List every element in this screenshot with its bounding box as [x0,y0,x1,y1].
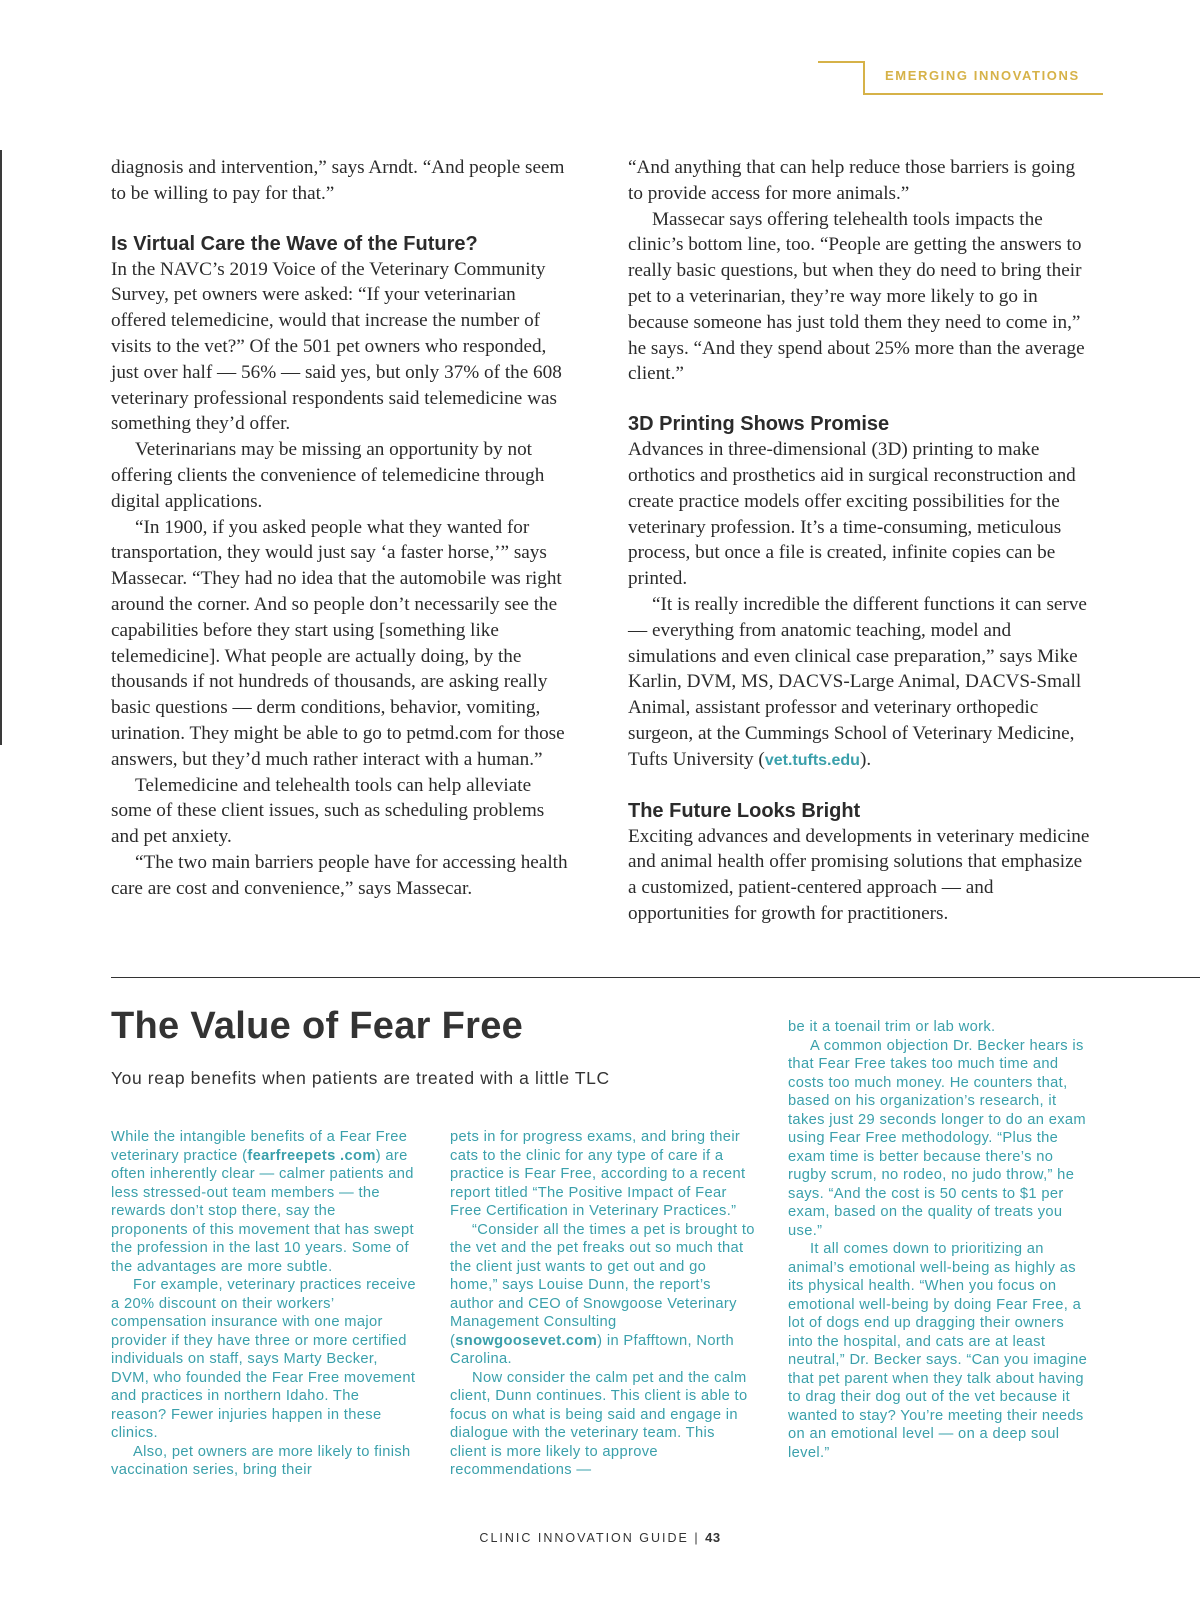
paragraph [450,1221,755,1369]
paragraph: A common objection Dr. Becker hears is that Fear Free takes too much time and costs too much money. He counters that, based on his organization’s research, it takes just 29 seconds longer to do an exam using Fear Free methodology. “Plus the exam time is better because there’s no rugby scrum, no rodeo, no judo throw,” he says. “And the cost is 50 cents to $1 per exam, based on the quality of treats you use.” [788,1037,1087,1239]
page-footer [0,1530,1200,1545]
paragraph: Exciting advances and developments in veterinary medicine and animal health offer promising solutions that emphasize a customized, patient-centered approach — and opportunities for growth for practitioners. [628,825,1090,924]
paragraph: Also, pet owners are more likely to finish vaccination series, bring their [111,1443,411,1478]
section-heading: 3D Printing Shows Promise [628,413,890,436]
section-heading: The Future Looks Bright [628,799,861,822]
section-label: EMERGING INNOVATIONS [885,68,1080,83]
tufts-link[interactable]: vet.tufts.edu [764,751,860,769]
paragraph-text: ). [859,748,872,770]
sidebar-subtitle: You reap benefits when patients are treated with a little TLC [111,1068,610,1088]
paragraph: “In 1900, if you asked people what they wanted for transportation, they would just say ‘a faster horse,’” says Massecar. “They had no idea that the automobile was right around the corner. And so people don’t necessarily see the capabilities before they start using [something like telemedicine]. What people are actually doing, by the thousands if not hundreds of thousands, are asking really basic questions — derm conditions, behavior, vomiting, urination. They might be able to go to petmd.com for those answers, but they’d much rather interact with a human.” [111,516,565,770]
header-rule [863,93,1103,95]
paragraph-text: While the intangible benefits of a Fear Free veterinary practice ( [111,1129,408,1164]
section-heading: Is Virtual Care the Wave of the Future? [111,232,478,255]
section-divider [111,977,1200,978]
paragraph: Advances in three-dimensional (3D) printing to make orthotics and prosthetics aid in surgical reconstruction and create practice models offer exciting possibilities for the veterinary profession. It’s a time-consuming, meticulous process, but once a file is created, infinite copies can be printed. [628,439,1076,590]
snowgoosevet-link[interactable]: snowgoosevet.com [455,1332,598,1349]
paragraph-text: ) in Pfafftown, North Carolina. [450,1332,735,1367]
publication-name: CLINIC INNOVATION GUIDE [479,1531,689,1545]
paragraph [111,1128,416,1276]
paragraph: pets in for progress exams, and bring their cats to the clinic for any type of care if a practice is Fear Free, according to a recent report titled “The Positive Impact of Fear Free Certification in Veterinary Practices.” [450,1129,746,1219]
paragraph: For example, veterinary practices receive a 20% discount on their workers’ compensation insurance with one major provider if they have three or more certified individuals on staff, says Marty Becker, DVM, who founded the Fear Free movement and practices in northern Idaho. The reason? Fewer injuries happen in these clinics. [111,1277,416,1441]
paragraph: It all comes down to prioritizing an animal’s emotional well-being as highly as its physical health. “When you focus on emotional well-being by doing Fear Free, a lot of dogs end up dragging their owners into the hospital, and cats are at least neutral,” Dr. Becker says. “Can you imagine that pet parent when they talk about having to drag their dog out of the vet because it wanted to stay? You’re meeting their needs on an emotional level — on a deep soul level.” [788,1241,1088,1461]
paragraph: Now consider the calm pet and the calm client, Dunn continues. This client is able to focus on what is being said and engage in dialogue with the veterinary team. This client is more likely to approve recommendations — [450,1369,748,1478]
paragraph: diagnosis and intervention,” says Arndt. “And people seem to be willing to pay for that.” [111,157,565,204]
paragraph: Massecar says offering telehealth tools impacts the clinic’s bottom line, too. “People are getting the answers to really basic questions, but when they do need to bring their pet to a veterinarian, they’re way more likely to go in because someone has just told them they need to come in,” he says. “And they spend about 25% more than the average client.” [628,208,1085,385]
sidebar-title: The Value of Fear Free [111,1005,524,1047]
page-number: 43 [705,1530,721,1545]
sidebar-column-2 [450,1128,755,1480]
paragraph: “And anything that can help reduce those barriers is going to provide access for more animals.” [628,157,1076,204]
paragraph: Telemedicine and telehealth tools can help alleviate some of these client issues, such as scheduling problems and pet anxiety. [111,774,545,848]
paragraph-text: “Consider all the times a pet is brought to the vet and the pet freaks out so much that the client just wants to get out and go home,” says Louise Dunn, the report’s author and CEO of Snowgoose Veterinary Management Consulting ( [450,1221,755,1349]
sidebar-column-3 [788,1018,1093,1462]
header-rule [818,61,864,63]
paragraph: “The two main barriers people have for accessing health care are cost and convenience,” says Massecar. [111,851,568,899]
paragraph [628,592,1094,774]
fearfreepets-link[interactable]: fearfreepets .com [247,1147,376,1164]
paragraph: Veterinarians may be missing an opportunity by not offering clients the convenience of telemedicine through digital applications. [111,439,545,512]
paragraph-text: “It is really incredible the different functions it can serve — everything from anatomic teaching, model and simulations and even clinical case preparation,” says Mike Karlin, DVM, MS, DACVS-Large Animal, DACVS-Small Animal, assistant professor and veterinary orthopedic surgeon, at the Cummings School of Veterinary Medicine, Tufts University ( [628,593,1087,770]
footer-separator: | [694,1531,700,1545]
paragraph: In the NAVC’s 2019 Voice of the Veterinary Community Survey, pet owners were asked: “If your veterinarian offered telemedicine, would that increase the number of visits to the vet?” Of the 501 pet owners who responded, just over half — 56% — said yes, but only 37% of the 608 veterinary professional respondents said telemedicine was something they’d offer. [111,258,562,435]
sidebar-column-1 [111,1128,416,1480]
header-rule [863,61,865,95]
article-column-left [111,155,573,902]
paragraph-text: ) are often inherently clear — calmer patients and less stressed-out team members — the rewards don’t stop there, say the proponents of this movement that has swept the profession in the last 10 years. Some of the advantages are more subtle. [111,1147,414,1275]
article-column-right [628,155,1094,927]
page-edge-rule [0,150,2,745]
paragraph: be it a toenail trim or lab work. [788,1019,996,1035]
